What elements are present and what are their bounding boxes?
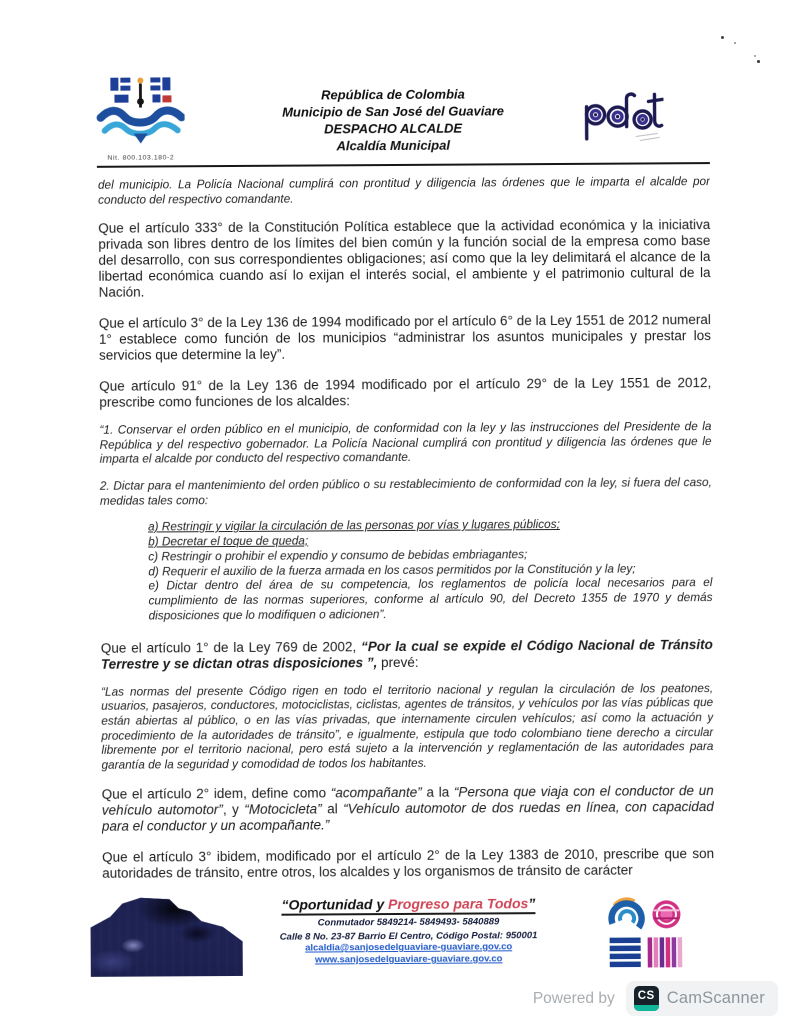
footer-photo [90,894,242,977]
measures-list [148,516,713,623]
quote-continuation: del municipio. La Policía Nacional cumplirá con prontitud y diligencia las órdenes que le imparta el alcalde por conducto del respectivo comandante. [97,174,711,207]
camscanner-badge[interactable] [626,981,778,1016]
list-item-e: e) Dictar dentro del área de su competencia, los reglamentos de policía local necesarios para el cumplimiento de las normas superiores, conforme al artículo 90, del Decreto 1355 de 1970 y demás disposiciones que lo modifiquen o adicionen”. [148,575,713,623]
camscanner-initials: CS [637,989,655,1002]
footer-email-link[interactable]: alcaldia@sanjosedelguaviare-guaviare.gov.co [305,941,513,954]
ley769-title-italic: “Por la cual se expide el Código Nacional de Tránsito Terrestre y se dictan otras disposiciones ”, [100,636,713,672]
idem-roman-1: Que el artículo 2° idem, define como [101,785,331,803]
paragraph-articulo-2-idem [102,783,714,835]
ley769-roman-2: prevé: [377,654,419,670]
idem-italic-4: “Vehículo automotor de dos ruedas en línea, con capacidad para el conductor y un acompañante.” [101,799,714,835]
camscanner-icon-teal-bar [634,1005,659,1011]
scan-speck [757,60,760,63]
quote-conservar-orden: “1. Conservar el orden público en el municipio, de conformidad con la ley y las instrucciones del Presidente de la República y del respectivo gobernador. La Policía Nacional cumplirá con prontitud y diligencia las órdenes que le imparta el alcalde por conducto del respectivo comandante. [99,419,712,467]
idem-roman-3: , y [222,802,245,818]
paragraph-articulo-3-ibidem: Que el artículo 3° ibidem, modificado por el artículo 2° de la Ley 1383 de 2010, prescribe que son autoridades de tránsito, entre otros, los alcaldes y los organismos de tránsito de carácter [102,846,715,882]
letterhead-municipality: Municipio de San José del Guaviare [282,103,504,120]
nit-number: Nit. 800.103.180-2 [107,154,175,162]
camscanner-icon [634,986,659,1011]
document-body [98,174,714,892]
list-item-c: c) Restringir o prohibir el expendio y consumo de bebidas embriagantes; [148,546,528,564]
quote-normas-codigo: “Las normas del presente Código rigen en todo el territorio nacional y regulan la circulación de los peatones, usuarios, pasajeros, conductores, motociclistas, ciclistas, agentes de tránsitos, y vehículos por las vías públicas que están abiertas al público, o en las vías privadas, que internamente circulen vehículos; así como la actuación y procedimiento de la autoridades de tránsito”, e igualmente, estipula que todo colombiano tiene derecho a circular libremente por el territorio nacional, pero está sujeto a la intervención y reglamentación de las autoridades para garantía de la seguridad y comodidad de todos los habitantes. [101,680,714,772]
footer-conmutador: Conmutador 5849214- 5849493- 5840889 [317,916,500,929]
slogan-red: Progreso para Todos [387,895,529,913]
footer-address: Calle 8 No. 23-87 Barrio El Centro, Código Postal: 950001 [279,929,538,943]
paragraph-ley136-art91: Que artículo 91° de la Ley 136 de 1994 modificado por el artículo 29° de la Ley 1551 de 2012, prescribe como funciones de los alcaldes: [99,375,712,410]
slogan [281,895,535,916]
idem-italic-3: “Motocicleta” [244,801,322,818]
camscanner-name: CamScanner [666,989,765,1007]
municipality-brand-logo-icon [600,893,691,981]
ley769-roman-1: Que el artículo 1° de la Ley 769 de 2002, [100,638,362,656]
header-divider [97,162,710,168]
scan-speck [754,55,756,57]
footer-website-link[interactable]: www.sanjosedelguaviare-guaviare.gov.co [314,953,503,966]
letterhead-office: DESPACHO ALCALDE [324,120,463,137]
slogan-close: ” [528,895,536,912]
list-item-b: b) Decretar el toque de queda; [148,533,309,549]
pdet-logo-icon [579,86,663,154]
paragraph-articulo-333: Que el artículo 333° de la Constitución Política establece que la actividad económica y la iniciativa privada son libres dentro de los límites del bien común y la función social de la empresa como base del desarrollo, con sus correspondientes obligaciones; así como que la ley delimitará el alcance de la libertad económica cuando así lo exijan el interés social, el ambiente y el patrimonio cultural de la Nación. [98,217,711,300]
idem-italic-2: “Persona que viaja con el conductor de un vehículo automotor” [101,783,714,819]
camscanner-watermark [533,981,778,1016]
letterhead-entity: Alcaldía Municipal [336,137,451,154]
idem-roman-4: al [321,801,344,817]
footer-contact-block [250,895,566,967]
paragraph-ley769 [101,637,713,673]
idem-italic-1: “acompañante” [330,785,422,801]
idem-roman-2: a la [421,784,454,801]
paragraph-ley136-art3: Que el artículo 3° de la Ley 136 de 1994 modificado por el artículo 6° de la Ley 1551 de 2012 numeral 1° establece como función de los municipios “administrar los asuntos municipales y prestar los servicios que determine la ley”. [98,312,711,363]
quote-dictar-medidas: 2. Dictar para el mantenimiento del orden público o su restablecimiento de conformidad con la ley, si fuera del caso, medidas tales como: [99,475,712,508]
list-item-d: d) Requerir el auxilio de la fuerza armada en los casos permitidos por la Constitución y la ley; [148,561,636,579]
powered-by-label: Powered by [532,989,615,1007]
slogan-open: “Oportunidad y [281,896,389,913]
letterhead-country: República de Colombia [321,86,465,103]
list-item-a: a) Restringir y vigilar la circulación de las personas por vías y lugares públicos; [148,517,560,534]
